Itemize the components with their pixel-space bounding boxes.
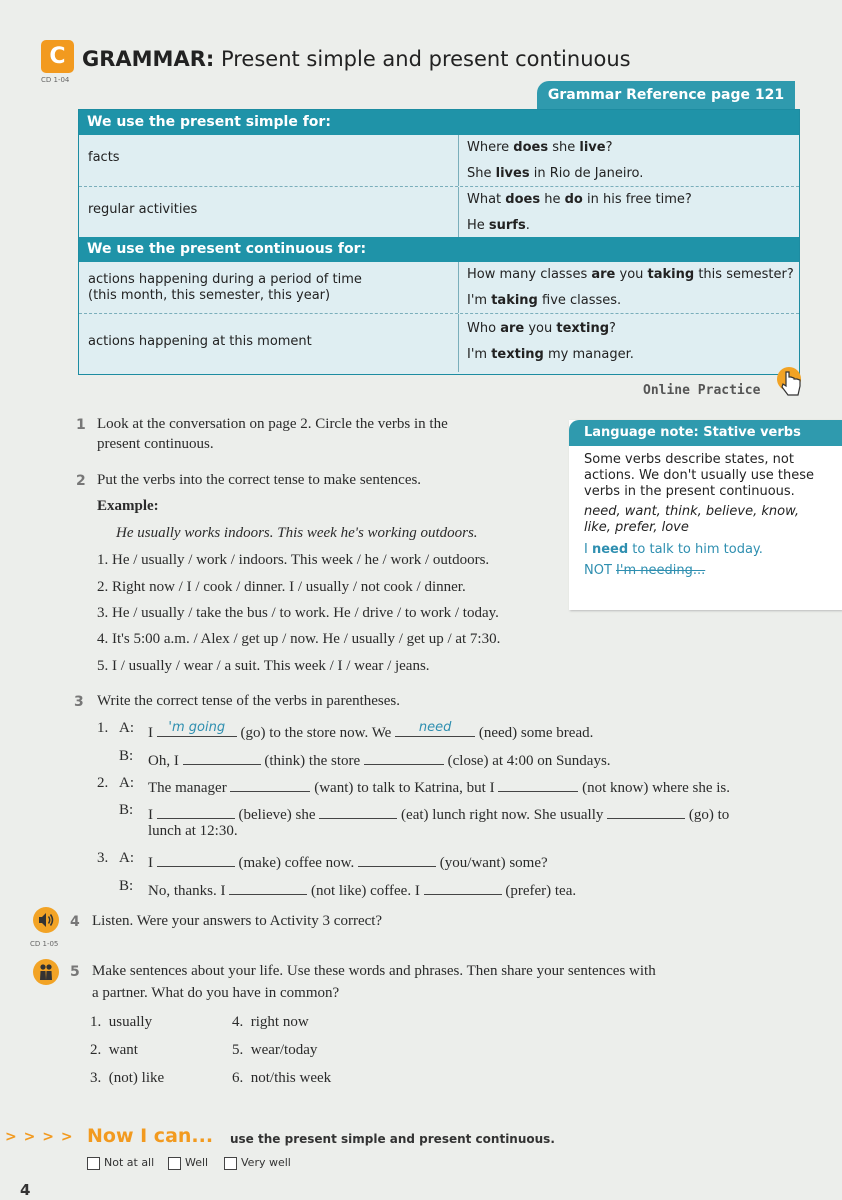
- stative-verbs-list: need, want, think, believe, know, like, prefer, love: [584, 504, 800, 535]
- list-item: 1. usually: [90, 1014, 153, 1030]
- cd-track-label: CD 1-05: [30, 940, 59, 948]
- exercise-3-instruction: Write the correct tense of the verbs in parentheses.: [97, 693, 401, 709]
- answer-blank[interactable]: [157, 850, 235, 867]
- exercise-number: 1: [76, 417, 86, 433]
- list-item: 1. He / usually / work / indoors. This week / he / work / outdoors.: [97, 552, 490, 568]
- answer-blank[interactable]: 'm going: [157, 720, 237, 737]
- use-label: facts: [88, 150, 120, 165]
- example-line: Where does she live?: [467, 140, 613, 155]
- progress-arrows: > > > >: [5, 1129, 74, 1145]
- dialogue-line-continued: lunch at 12:30.: [148, 823, 238, 839]
- dialogue-number: 2.: [97, 775, 109, 791]
- exercise-4-instruction: Listen. Were your answers to Activity 3 correct?: [92, 913, 383, 929]
- speaker-b: B:: [119, 802, 134, 818]
- speaker-b: B:: [119, 878, 134, 894]
- self-rating-well[interactable]: Well: [168, 1156, 208, 1170]
- table-row: [79, 314, 799, 372]
- checkbox[interactable]: [168, 1157, 181, 1170]
- answer-blank[interactable]: [229, 878, 307, 895]
- dialogue-line: No, thanks. I (not like) coffee. I (prefer) tea.: [148, 878, 576, 900]
- now-i-can-text: use the present simple and present continuous.: [230, 1132, 555, 1146]
- dialogue-number: 3.: [97, 850, 109, 866]
- grammar-table: [78, 109, 800, 375]
- exercise-number: 5: [70, 964, 80, 980]
- table-row: [79, 187, 799, 237]
- exercise-1-line-1: Look at the conversation on page 2. Circle the verbs in the: [97, 416, 448, 432]
- cd-track-label: CD 1-04: [41, 76, 70, 84]
- exercise-number: 3: [74, 694, 84, 710]
- answer-blank[interactable]: [607, 802, 685, 819]
- pointer-hand-icon[interactable]: [776, 366, 806, 398]
- answer-blank[interactable]: [358, 850, 436, 867]
- language-note-wrong-example: NOT I'm needing...: [584, 563, 706, 578]
- list-item: 3. He / usually / take the bus / to work. He / drive / to work / today.: [97, 605, 499, 621]
- column-divider: [458, 262, 459, 313]
- example-line: I'm texting my manager.: [467, 347, 634, 362]
- dialogue-number: 1.: [97, 720, 109, 736]
- speaker-a: A:: [119, 850, 134, 866]
- exercise-1-line-2: present continuous.: [97, 436, 214, 452]
- answer-blank[interactable]: [319, 802, 397, 819]
- self-rating-very-well[interactable]: Very well: [224, 1156, 291, 1170]
- example-line: He surfs.: [467, 218, 530, 233]
- now-i-can-label: Now I can...: [87, 1125, 214, 1147]
- use-label: actions happening during a period of time: [88, 272, 362, 287]
- speaker-a: A:: [119, 720, 134, 736]
- exercise-2-instruction: Put the verbs into the correct tense to make sentences.: [97, 472, 422, 488]
- answer-blank[interactable]: [424, 878, 502, 895]
- example-line: How many classes are you taking this semester?: [467, 267, 794, 282]
- list-item: 4. It's 5:00 a.m. / Alex / get up / now. He / usually / get up / at 7:30.: [97, 631, 501, 647]
- continuous-heading: We use the present continuous for:: [79, 237, 799, 262]
- answer-blank[interactable]: [230, 775, 310, 792]
- example-line: Who are you texting?: [467, 321, 616, 336]
- checkbox[interactable]: [224, 1157, 237, 1170]
- column-divider: [458, 135, 459, 186]
- speaker-a: A:: [119, 775, 134, 791]
- exercise-number: 2: [76, 473, 86, 489]
- self-rating-not-at-all[interactable]: Not at all: [87, 1156, 154, 1170]
- page-title: [82, 47, 631, 71]
- language-note-example: I need to talk to him today.: [584, 542, 763, 557]
- answer-blank[interactable]: [157, 802, 235, 819]
- list-item: 4. right now: [232, 1014, 309, 1030]
- column-divider: [458, 314, 459, 372]
- answer-blank[interactable]: [498, 775, 578, 792]
- grammar-reference-tab[interactable]: Grammar Reference page 121: [537, 81, 795, 109]
- table-row: [79, 135, 799, 187]
- audio-speaker-icon[interactable]: [33, 907, 59, 933]
- example-line: She lives in Rio de Janeiro.: [467, 166, 644, 181]
- speaker-b: B:: [119, 748, 134, 764]
- answer-blank[interactable]: [364, 748, 444, 765]
- list-item: 5. wear/today: [232, 1042, 318, 1058]
- dialogue-line: I 'm going (go) to the store now. We need (need) some bread.: [148, 720, 594, 741]
- language-note-box: [569, 420, 842, 610]
- example-line: What does he do in his free time?: [467, 192, 692, 207]
- section-badge: C: [41, 40, 74, 73]
- list-item: 5. I / usually / wear / a suit. This week / I / wear / jeans.: [97, 658, 430, 674]
- example-line: I'm taking five classes.: [467, 293, 622, 308]
- dialogue-line: I (make) coffee now. (you/want) some?: [148, 850, 548, 872]
- language-note-heading: Language note: Stative verbs: [569, 420, 842, 446]
- answer-blank[interactable]: need: [395, 720, 475, 737]
- answer-blank[interactable]: [183, 748, 261, 765]
- simple-heading: We use the present simple for:: [79, 110, 799, 135]
- dialogue-line: I (believe) she (eat) lunch right now. She usually (go) to: [148, 802, 729, 824]
- use-label-detail: (this month, this semester, this year): [88, 288, 331, 303]
- dialogue-line: Oh, I (think) the store (close) at 4:00 on Sundays.: [148, 748, 611, 770]
- exercise-5-line-1: Make sentences about your life. Use these words and phrases. Then share your sentences with: [92, 963, 656, 979]
- list-item: 2. Right now / I / cook / dinner. I / usually / not cook / dinner.: [97, 579, 466, 595]
- pair-work-icon: [33, 959, 59, 985]
- title-bold: GRAMMAR:: [82, 47, 215, 71]
- checkbox[interactable]: [87, 1157, 100, 1170]
- table-row: [79, 262, 799, 314]
- exercise-number: 4: [70, 914, 80, 930]
- example-sentence: He usually works indoors. This week he's working outdoors.: [116, 525, 478, 541]
- dialogue-line: The manager (want) to talk to Katrina, but I (not know) where she is.: [148, 775, 730, 797]
- exercise-5-line-2: a partner. What do you have in common?: [92, 985, 340, 1001]
- list-item: 6. not/this week: [232, 1070, 332, 1086]
- use-label: actions happening at this moment: [88, 334, 312, 349]
- column-divider: [458, 187, 459, 237]
- language-note-text: Some verbs describe states, not actions. We don't usually use these verbs in the present continuous.: [584, 452, 815, 499]
- list-item: 3. (not) like: [90, 1070, 165, 1086]
- use-label: regular activities: [88, 202, 198, 217]
- online-practice-link[interactable]: Online Practice: [643, 383, 761, 398]
- example-label: Example:: [97, 498, 159, 514]
- page-number: 4: [20, 1181, 31, 1199]
- list-item: 2. want: [90, 1042, 138, 1058]
- title-rest: Present simple and present continuous: [220, 47, 631, 71]
